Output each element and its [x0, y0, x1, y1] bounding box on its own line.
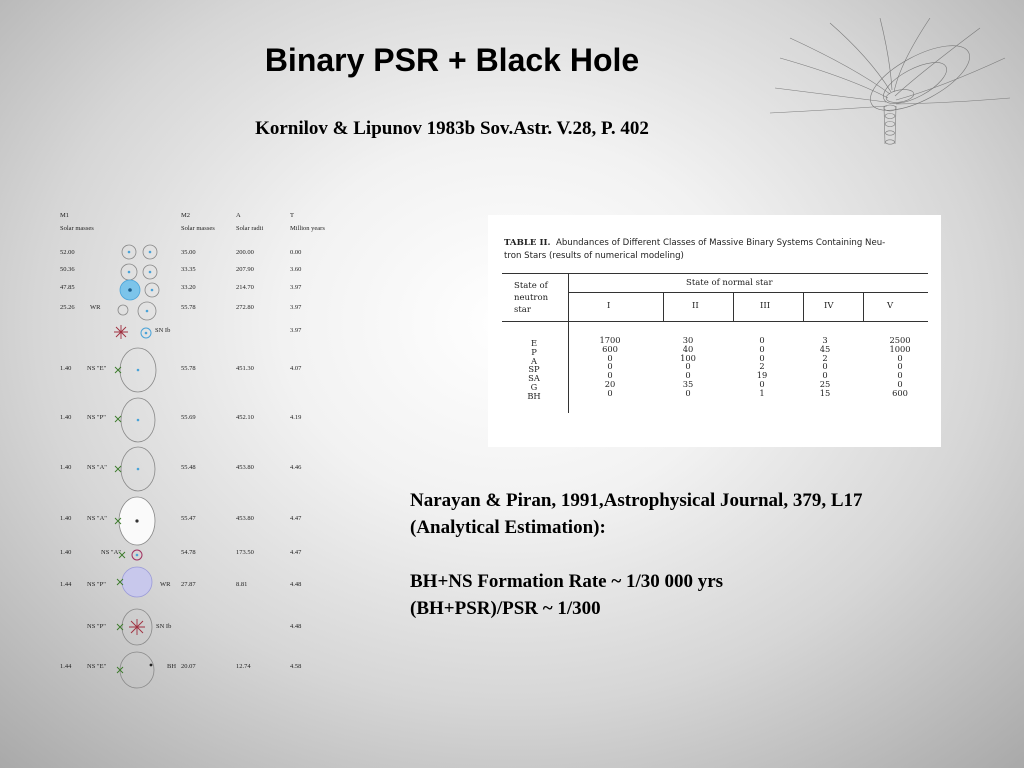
row-t: 3.97 [290, 304, 302, 311]
row-t: 0.00 [290, 249, 302, 256]
row-m2: 33.20 [181, 284, 196, 291]
evolution-diagram [55, 205, 355, 695]
header-t: T [290, 212, 294, 219]
table-cell: 2 [822, 352, 828, 363]
row-m2: 20.07 [181, 663, 196, 670]
table-cell: 40 [682, 343, 694, 354]
table-cell: 0 [897, 352, 903, 363]
data-column [588, 336, 632, 398]
row-m2: 27.87 [181, 581, 196, 588]
row-m1: 52.00 [60, 249, 75, 256]
row-m2: 55.48 [181, 464, 196, 471]
row-a: 453.80 [236, 515, 254, 522]
row-m1: 1.40 [60, 515, 72, 522]
wr-label: WR [160, 581, 171, 588]
row-label: SN Ib [155, 327, 171, 334]
row-label: BH [527, 390, 541, 401]
row-label: NS "A" [87, 464, 107, 471]
unit-m1: Solar masses [60, 225, 94, 232]
note-ratio: (BH+PSR)/PSR ~ 1/300 [410, 598, 601, 619]
row-m2: 55.47 [181, 515, 196, 522]
table-cell: 1 [759, 387, 765, 398]
table-caption-paren: (results of numerical modeling) [549, 251, 684, 261]
table-cell: 0 [759, 378, 765, 389]
row-label: NS "A" [87, 515, 107, 522]
col-divider [863, 292, 864, 321]
row-a: 214.70 [236, 284, 254, 291]
row-labels [514, 339, 554, 401]
row-m1: 1.40 [60, 549, 72, 556]
table-rule-top [502, 273, 928, 274]
table-cell: 0 [897, 378, 903, 389]
row-label: NS "E" [87, 663, 107, 670]
table-caption-line2: tron Stars [504, 251, 547, 261]
table-cell: 1700 [599, 335, 621, 345]
group-header: State of normal star [686, 278, 773, 288]
note-citation: Narayan & Piran, 1991,Astrophysical Journal, 379, L17 [410, 490, 863, 511]
row-m2: 55.69 [181, 414, 196, 421]
table-cell: 0 [607, 361, 613, 372]
column-header: III [760, 301, 771, 311]
row-a: 8.81 [236, 581, 248, 588]
unit-t: Million years [290, 225, 325, 232]
column-header: II [692, 301, 699, 311]
row-a: 173.50 [236, 549, 254, 556]
row-m1: 47.85 [60, 284, 75, 291]
row-label: A [531, 355, 537, 366]
row-t: 4.58 [290, 663, 302, 670]
row-m1: 25.26 [60, 304, 75, 311]
row-t: 4.47 [290, 549, 302, 556]
row-m1: 50.36 [60, 266, 75, 273]
row-t: 4.19 [290, 414, 302, 421]
header-a: A [236, 212, 241, 219]
header-m2: M2 [181, 212, 191, 219]
table-caption-line1: Abundances of Different Classes of Massive Binary Systems Containing Neu- [555, 238, 886, 248]
table-cell: 1000 [889, 343, 911, 354]
table-rule-vertical [568, 273, 569, 413]
col-divider [663, 292, 664, 321]
row-m2: 33.35 [181, 266, 196, 273]
corner-header-2: neutron [514, 293, 549, 303]
row-label: NS "P" [87, 581, 106, 588]
table-cell: 0 [897, 361, 903, 372]
table-rule-header [502, 321, 928, 322]
row-label: WR [90, 304, 101, 311]
row-m1: 1.40 [60, 464, 72, 471]
column-header: IV [824, 301, 834, 311]
row-a: 207.90 [236, 266, 254, 273]
row-label: G [530, 381, 538, 392]
table-cell: 35 [682, 378, 694, 389]
row-t: 4.46 [290, 464, 302, 471]
corner-header-3: star [514, 305, 531, 315]
row-label: NS "A" [101, 549, 121, 556]
row-m1: 1.40 [60, 414, 72, 421]
table-cell: 2 [759, 361, 765, 372]
table-cell: 45 [819, 343, 831, 354]
row-a: 452.10 [236, 414, 254, 421]
data-column [878, 336, 922, 398]
row-label: P [531, 346, 537, 357]
table-cell: 0 [759, 352, 765, 363]
header-m1: M1 [60, 212, 70, 219]
table-cell: 600 [892, 387, 908, 398]
row-m1: 1.40 [60, 365, 72, 372]
row-m1: 1.44 [60, 663, 72, 670]
table-cell: 0 [759, 335, 765, 345]
row-t: 4.47 [290, 515, 302, 522]
sn-label: SN Ib [156, 623, 172, 630]
table-cell: 0 [685, 361, 691, 372]
row-m2: 54.78 [181, 549, 196, 556]
evolution-graphics [55, 205, 355, 695]
table-cell: 0 [607, 370, 613, 381]
data-column [666, 336, 710, 398]
table-cell: 3 [822, 335, 828, 345]
row-label: SA [528, 373, 540, 384]
table-cell: 0 [822, 361, 828, 372]
row-t: 3.60 [290, 266, 302, 273]
table-cell: 15 [819, 387, 831, 398]
row-t: 4.48 [290, 623, 302, 630]
data-column [740, 336, 784, 398]
row-a: 200.00 [236, 249, 254, 256]
row-label: NS "P" [87, 414, 106, 421]
table-cell: 19 [756, 370, 768, 381]
table-cell: 600 [602, 343, 618, 354]
row-m2: 55.78 [181, 365, 196, 372]
notes-block [410, 487, 1010, 622]
data-column [803, 336, 847, 398]
unit-m2: Solar masses [181, 225, 215, 232]
row-label: NS "E" [87, 365, 107, 372]
corner-header-1: State of [514, 281, 548, 291]
row-a: 12.74 [236, 663, 251, 670]
table-cell: 0 [822, 370, 828, 381]
slide-title: Binary PSR + Black Hole [264, 42, 640, 78]
row-t: 3.97 [290, 284, 302, 291]
col-divider [733, 292, 734, 321]
table-cell: 0 [685, 387, 691, 398]
table-cell: 25 [819, 378, 831, 389]
table-label: TABLE II. [504, 238, 551, 248]
row-t: 4.48 [290, 581, 302, 588]
row-m2: 55.78 [181, 304, 196, 311]
row-label: SP [528, 364, 540, 375]
row-m1: 1.44 [60, 581, 72, 588]
table-cell: 100 [680, 352, 696, 363]
row-m2: 35.00 [181, 249, 196, 256]
table-cell: 2500 [889, 335, 911, 345]
row-a: 453.80 [236, 464, 254, 471]
table-cell: 0 [607, 352, 613, 363]
column-header: V [887, 301, 894, 311]
table-cell: 0 [607, 387, 613, 398]
row-t: 4.07 [290, 365, 302, 372]
row-label: NS "P" [87, 623, 106, 630]
table-rule-group [568, 292, 928, 293]
abundance-table-figure [488, 215, 941, 447]
table-cell: 20 [604, 378, 616, 389]
bh-label: BH [167, 663, 177, 670]
table-cell: 0 [759, 343, 765, 354]
table-cell: 30 [682, 335, 694, 345]
table-caption [504, 237, 934, 263]
unit-a: Solar radii [236, 225, 264, 232]
row-a: 272.80 [236, 304, 254, 311]
row-a: 451.30 [236, 365, 254, 372]
row-label: E [530, 338, 538, 348]
spacetime-funnel-graphic [770, 18, 1015, 158]
note-formation-rate: BH+NS Formation Rate ~ 1/30 000 yrs [410, 571, 724, 592]
table-cell: 0 [897, 370, 903, 381]
column-header: I [607, 301, 611, 311]
reference-citation: Kornilov & Lipunov 1983b Sov.Astr. V.28, P. 402 [255, 118, 649, 139]
col-divider [803, 292, 804, 321]
row-t: 3.97 [290, 327, 302, 334]
note-method: (Analytical Estimation): [410, 517, 606, 538]
table-cell: 0 [685, 370, 691, 381]
